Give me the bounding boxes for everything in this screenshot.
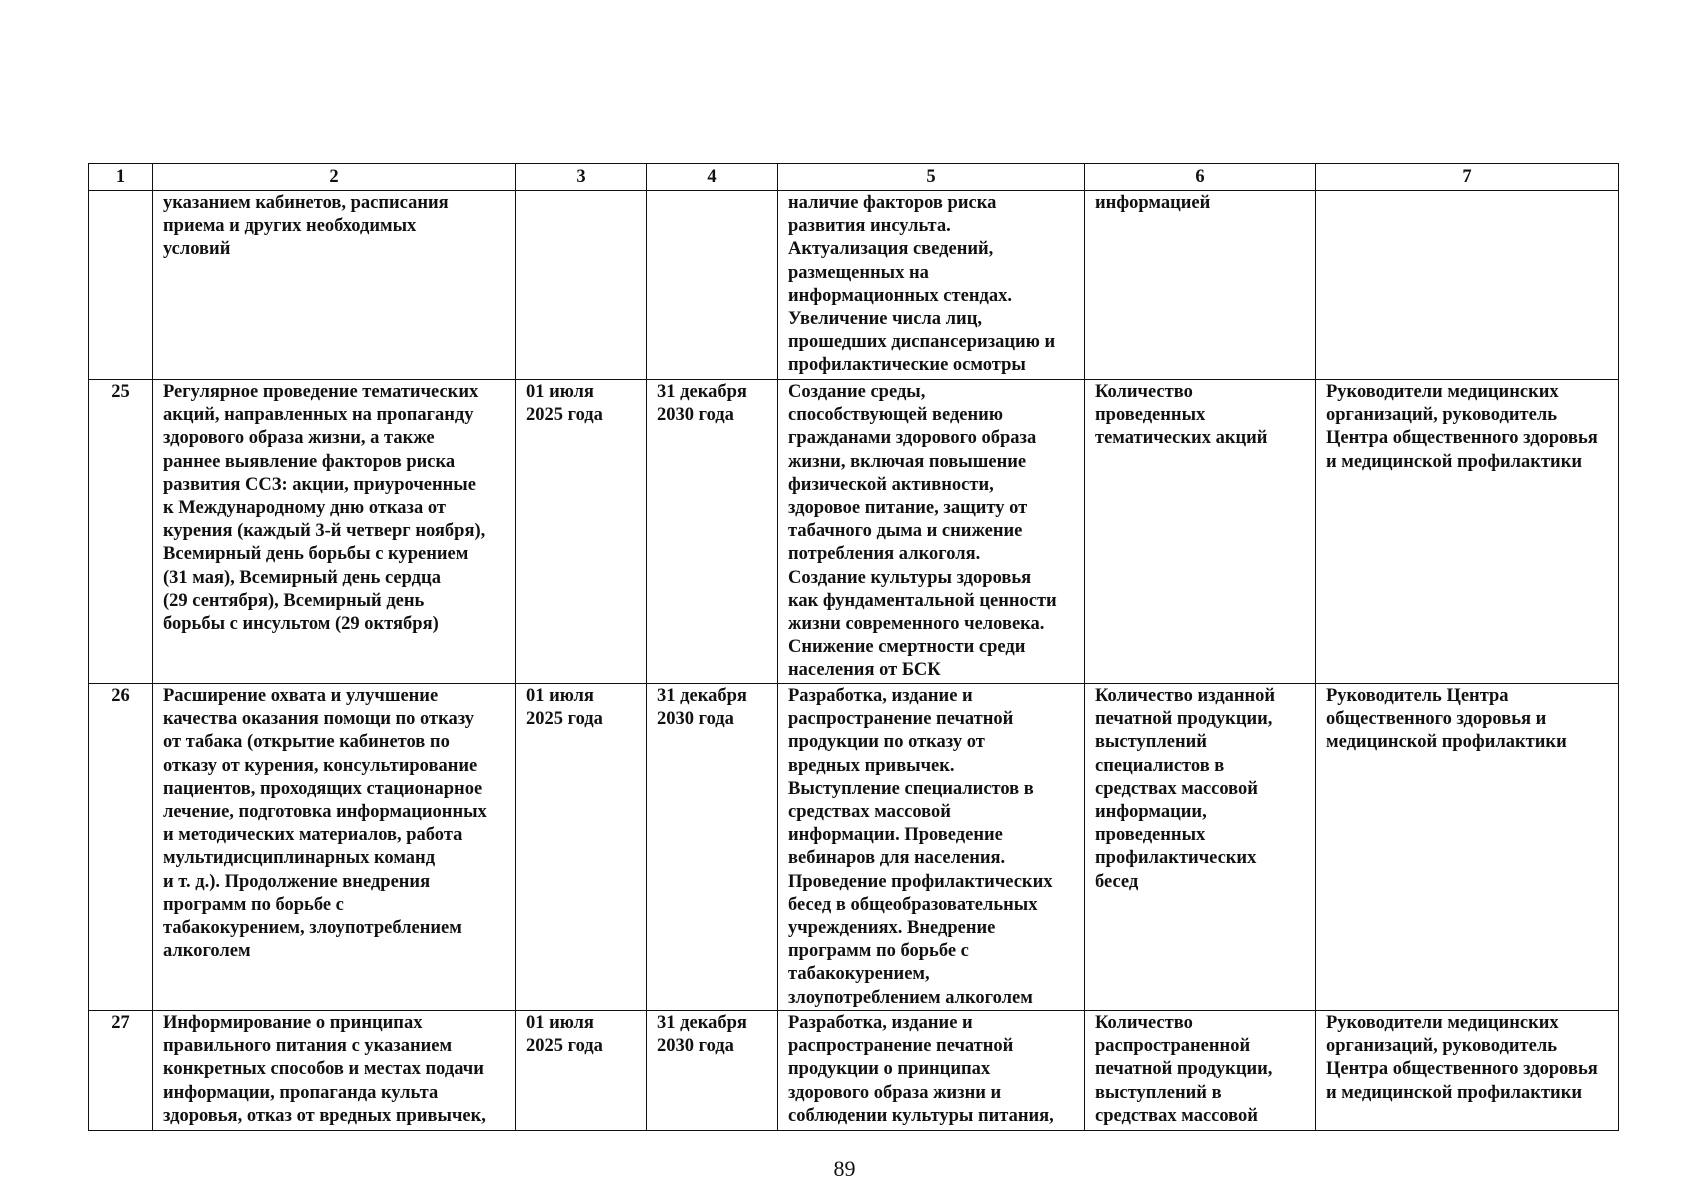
column-number-4: 4	[647, 164, 778, 191]
measures-table	[88, 163, 1619, 1131]
indicator-cell: Количество проведенных тематических акций	[1085, 380, 1316, 684]
start-date-cell: 01 июля 2025 года	[516, 380, 647, 684]
expected-result-cell: Разработка, издание и распространение печатной продукции по отказу от вредных привычек. Выступление специалистов в средствах массовой информации. Проведение вебинаров для населения. Проведение профилактических бесед в общеобразовательных учреждениях. Внедрение программ по борьбе с табакокурением, злоупотреблением алкоголем	[778, 684, 1085, 1011]
document-page	[88, 163, 1618, 1131]
row-number-cell: 26	[89, 684, 153, 1011]
column-number-3: 3	[516, 164, 647, 191]
responsible-cell: Руководители медицинских организаций, руководитель Центра общественного здоровья и медицинской профилактики	[1316, 1011, 1619, 1131]
measure-cell: Информирование о принципах правильного питания с указанием конкретных способов и местах подачи информации, пропаганда культа здоровья, отказ от вредных привычек,	[153, 1011, 516, 1131]
row-number-cell: 27	[89, 1011, 153, 1131]
indicator-cell: Количество изданной печатной продукции, выступлений специалистов в средствах массовой информации, проведенных профилактических бесед	[1085, 684, 1316, 1011]
table-row	[89, 684, 1619, 1011]
responsible-cell	[1316, 191, 1619, 380]
end-date-cell: 31 декабря 2030 года	[647, 380, 778, 684]
column-number-2: 2	[153, 164, 516, 191]
start-date-cell: 01 июля 2025 года	[516, 1011, 647, 1131]
column-number-1: 1	[89, 164, 153, 191]
expected-result-cell: наличие факторов риска развития инсульта. Актуализация сведений, размещенных на информационных стендах. Увеличение числа лиц, прошедших диспансеризацию и профилактические осмотры	[778, 191, 1085, 380]
responsible-cell: Руководители медицинских организаций, руководитель Центра общественного здоровья и медицинской профилактики	[1316, 380, 1619, 684]
measure-cell: Регулярное проведение тематических акций, направленных на пропаганду здорового образа жизни, а также раннее выявление факторов риска развития ССЗ: акции, приуроченные к Международному дню отказа от курения (каждый 3-й четверг ноября), Всемирный день борьбы с курением (31 мая), Всемирный день сердца (29 сентября), Всемирный день борьбы с инсультом (29 октября)	[153, 380, 516, 684]
indicator-cell: Количество распространенной печатной продукции, выступлений в средствах массовой	[1085, 1011, 1316, 1131]
expected-result-cell: Разработка, издание и распространение печатной продукции о принципах здорового образа жизни и соблюдении культуры питания,	[778, 1011, 1085, 1131]
expected-result-cell: Создание среды, способствующей ведению гражданами здорового образа жизни, включая повышение физической активности, здоровое питание, защиту от табачного дыма и снижение потребления алкоголя. Создание культуры здоровья как фундаментальной ценности жизни современного человека. Снижение смертности среди населения от БСК	[778, 380, 1085, 684]
measure-cell: Расширение охвата и улучшение качества оказания помощи по отказу от табака (открытие кабинетов по отказу от курения, консультирование пациентов, проходящих стационарное лечение, подготовка информационных и методических материалов, работа мультидисциплинарных команд и т. д.). Продолжение внедрения программ по борьбе с табакокурением, злоупотреблением алкоголем	[153, 684, 516, 1011]
table-header-row	[89, 164, 1619, 191]
table-row	[89, 191, 1619, 380]
column-number-5: 5	[778, 164, 1085, 191]
column-number-7: 7	[1316, 164, 1619, 191]
row-number-cell: 25	[89, 380, 153, 684]
row-number-cell	[89, 191, 153, 380]
table-row	[89, 1011, 1619, 1131]
start-date-cell: 01 июля 2025 года	[516, 684, 647, 1011]
column-number-6: 6	[1085, 164, 1316, 191]
start-date-cell	[516, 191, 647, 380]
end-date-cell	[647, 191, 778, 380]
indicator-cell: информацией	[1085, 191, 1316, 380]
table-row	[89, 380, 1619, 684]
end-date-cell: 31 декабря 2030 года	[647, 684, 778, 1011]
responsible-cell: Руководитель Центра общественного здоровья и медицинской профилактики	[1316, 684, 1619, 1011]
page-number: 89	[833, 1156, 856, 1181]
measure-cell: указанием кабинетов, расписания приема и других необходимых условий	[153, 191, 516, 380]
end-date-cell: 31 декабря 2030 года	[647, 1011, 778, 1131]
